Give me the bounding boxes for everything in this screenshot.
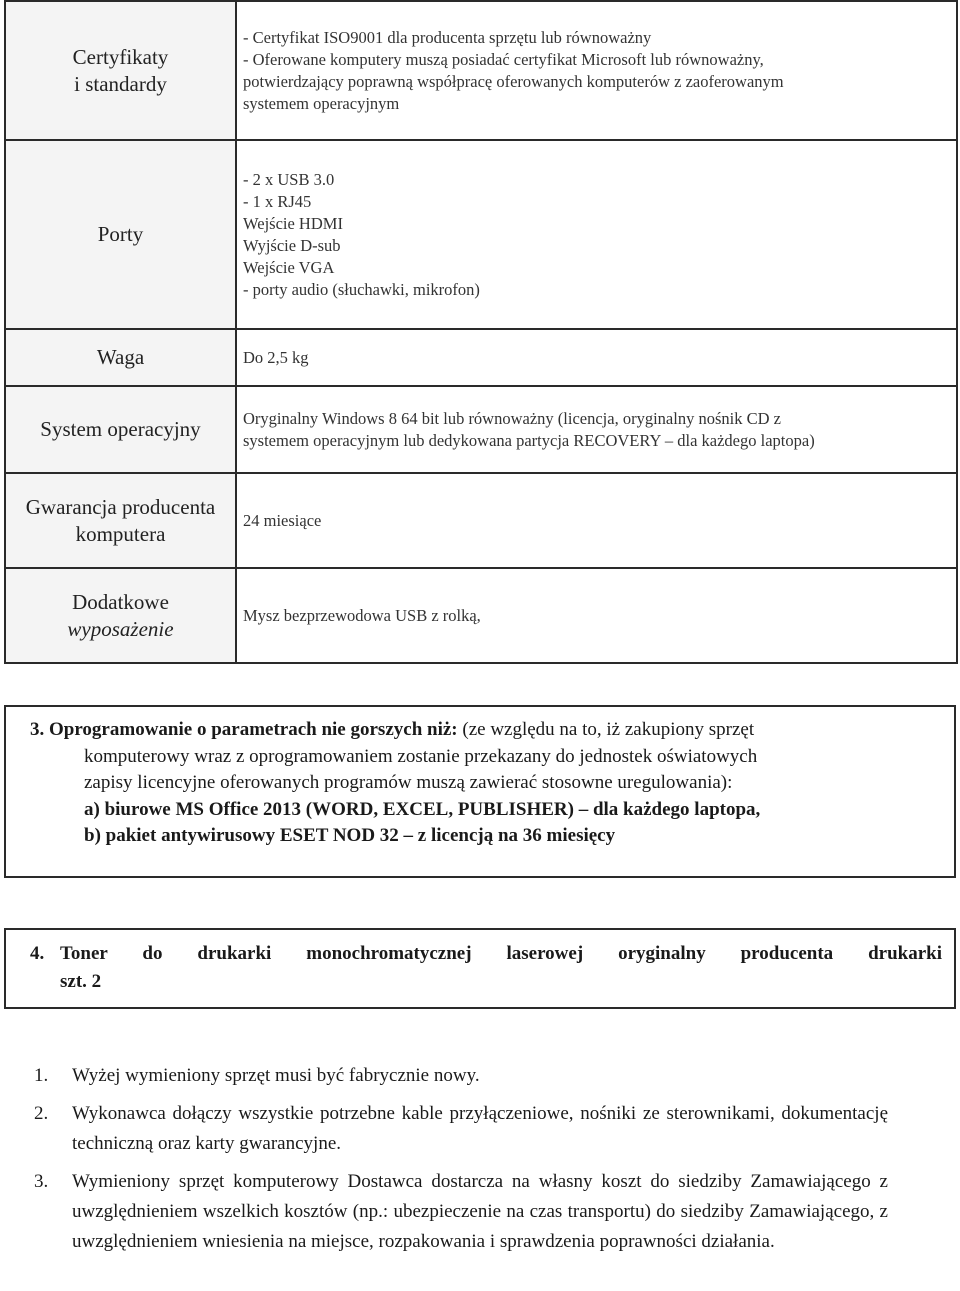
software-item-a: a) biurowe MS Office 2013 (WORD, EXCEL, PUBLISHER) – dla każdego laptopa, <box>84 798 761 820</box>
row-value <box>236 473 957 568</box>
label-line: Gwarancja producenta <box>25 494 216 519</box>
value-line: systemem operacyjnym <box>243 93 400 113</box>
value-line: - 2 x USB 3.0 <box>243 169 335 189</box>
item-text: Wykonawca dołączy wszystkie potrzebne kable przyłączeniowe, nośniki ze sterownikami, dokumentację techniczną oraz karty gwarancyjne. <box>72 1103 888 1154</box>
section-text: komputerowy wraz z oprogramowaniem zostanie przekazany do jednostek oświatowych <box>84 745 758 767</box>
section-number: 3. <box>30 719 45 740</box>
section-number: 4. <box>30 943 45 964</box>
label-line: komputera <box>75 521 166 546</box>
section-text: zapisy licencyjne oferowanych programów muszą zawierać stosowne uregulowania): <box>84 772 733 793</box>
row-label <box>5 473 236 568</box>
row-ports <box>5 140 957 329</box>
item-number: 2. <box>34 1103 49 1124</box>
value-line: Oryginalny Windows 8 64 bit lub równoważny (licencja, oryginalny nośnik CD z <box>243 408 781 428</box>
value-line: 24 miesiące <box>243 510 322 530</box>
section-text: (ze względu na to, iż zakupiony sprzęt <box>462 719 755 740</box>
label-line: Dodatkowe <box>72 589 169 614</box>
value-line: Wyjście D-sub <box>243 235 341 255</box>
list-item <box>34 1061 888 1091</box>
toner-text: Toner do drukarki monochromatycznej laserowej oryginalny producenta drukarki <box>60 943 942 964</box>
toner-row <box>30 940 942 968</box>
item-number: 3. <box>34 1171 49 1192</box>
label-line: Porty <box>97 222 144 246</box>
value-line: - Oferowane komputery muszą posiadać certyfikat Microsoft lub równoważny, <box>243 49 764 69</box>
row-value <box>236 1 957 140</box>
item-number: 1. <box>34 1065 49 1086</box>
label-line: Waga <box>96 345 145 369</box>
list-item <box>34 1167 888 1257</box>
toner-section <box>4 928 956 1009</box>
row-warranty <box>5 473 957 568</box>
item-text: Wymieniony sprzęt komputerowy Dostawca dostarcza na własny koszt do siedziby Zamawiającego z uwzględnieniem wszelkich kosztów (np.: ubezpieczenie na czas transportu) do siedziby Zamawiającego, z uwzględnieniem wniesienia na miejsce, rozpakowania i sprawdzenia poprawności działania. <box>72 1171 888 1252</box>
value-line: Wejście VGA <box>243 257 335 277</box>
software-paragraph <box>30 717 944 744</box>
label-line: Certyfikaty <box>72 44 169 69</box>
row-label <box>5 568 236 663</box>
row-weight <box>5 329 957 386</box>
row-certificates <box>5 1 957 140</box>
spec-table <box>4 0 958 664</box>
item-text: Wyżej wymieniony sprzęt musi być fabrycznie nowy. <box>72 1065 480 1086</box>
value-line: potwierdzający poprawną współpracę oferowanych komputerów z zaoferowanym <box>243 71 784 91</box>
row-value <box>236 568 957 663</box>
row-value <box>236 140 957 329</box>
row-label <box>5 140 236 329</box>
software-section <box>4 705 956 878</box>
row-value <box>236 329 957 386</box>
notes-list <box>34 1061 888 1265</box>
value-line: - porty audio (słuchawki, mikrofon) <box>243 279 480 299</box>
software-item-b: b) pakiet antywirusowy ESET NOD 32 – z licencją na 36 miesięcy <box>84 825 616 846</box>
list-item <box>34 1099 888 1159</box>
row-accessories <box>5 568 957 663</box>
label-line: i standardy <box>74 71 167 96</box>
row-label <box>5 329 236 386</box>
value-line: - 1 x RJ45 <box>243 191 312 211</box>
value-line: systemem operacyjnym lub dedykowana partycja RECOVERY – dla każdego laptopa) <box>243 430 815 450</box>
row-value <box>236 386 957 473</box>
label-line: System operacyjny <box>40 417 201 441</box>
row-label <box>5 1 236 140</box>
section-heading: Oprogramowanie o parametrach nie gorszych niż: <box>49 719 458 740</box>
value-line: - Certyfikat ISO9001 dla producenta sprzętu lub równoważny <box>243 27 652 47</box>
label-line: wyposażenie <box>67 616 174 641</box>
value-line: Wejście HDMI <box>243 213 343 233</box>
toner-quantity: szt. 2 <box>60 971 102 992</box>
row-operating-system <box>5 386 957 473</box>
value-line: Do 2,5 kg <box>243 347 309 367</box>
row-label <box>5 386 236 473</box>
value-line: Mysz bezprzewodowa USB z rolką, <box>243 605 481 625</box>
